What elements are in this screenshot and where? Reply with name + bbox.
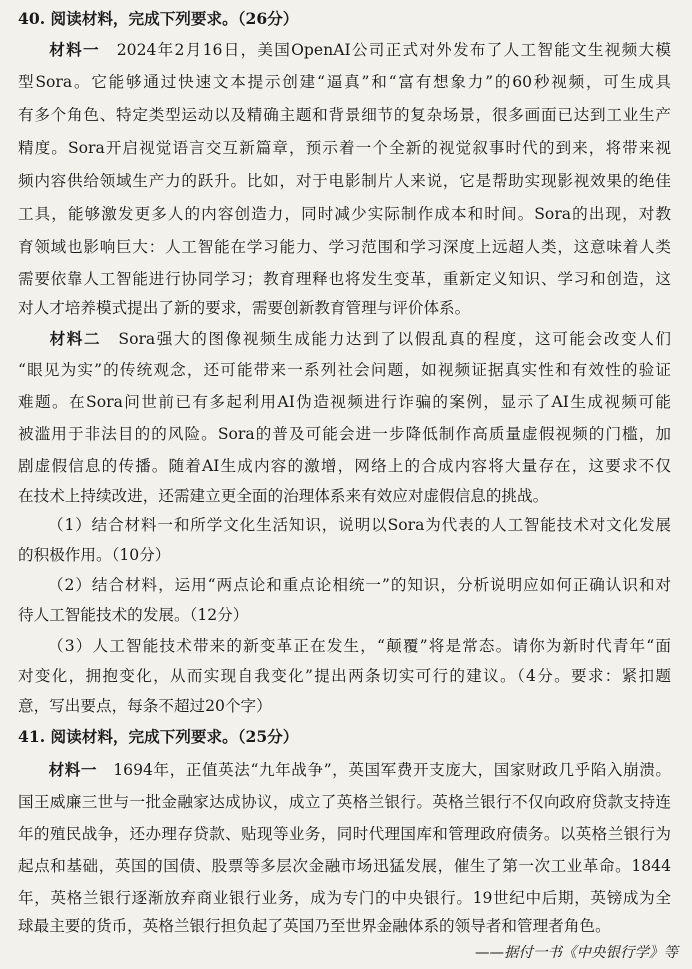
q40-m1-line-8: 需要依靠人工智能进行协同学习；教育理释也将发生变革，重新定义知识、学习和创造，这 (18, 270, 671, 288)
q41-source-citation: ——据付一书《中央银行学》等 (475, 945, 678, 961)
q41-m1-line-5: 年，英格兰银行逐渐放弃商业银行业务，成为专门的中央银行。19世纪中后期，英镑成为全 (18, 889, 671, 907)
q40-m2-line-2: “眼见为实”的传统观念，还可能带来一系列社会问题，如视频证据真实性和有效性的验证 (18, 361, 671, 379)
q40-m1-line-4: 精度。Sora开启视觉语言交互新篇章，预示着一个全新的视觉叙事时代的到来，将带来视 (18, 139, 671, 157)
q40-m1-line-1 (18, 40, 671, 60)
q41-m1-line-4: 起点和基础，英国的国债、股票等多层次金融市场迅猛发展，催生了第一次工业革命。1844 (18, 857, 671, 875)
q40-m2-line-3: 难题。在Sora问世前已有多起利用AI伪造视频进行诈骗的案例，显示了AI生成视频可能 (18, 393, 671, 411)
q40-sub2-line-1: （2）结合材料，运用“两点论和重点论相统一”的知识，分析说明应如何正确认识和对 (48, 576, 671, 594)
q40-sub3-line-3: 意，写出要点，每条不超过20个字） (18, 697, 272, 715)
q40-m2-line-5: 剧虚假信息的传播。随着AI生成内容的激增，网络上的合成内容将大量存在，这要求不仅 (18, 457, 671, 475)
q41-m1-line-6: 球最主要的货币，英格兰银行担负起了英国乃至世界金融体系的领导者和管理者角色。 (18, 917, 611, 935)
q40-m2-text-1: Sora强大的图像视频生成能力达到了以假乱真的程度，这可能会改变人们 (118, 330, 671, 348)
q40-m1-label: 材料一 (48, 40, 100, 59)
q40-m1-line-6: 工具，能够激发更多人的内容创造力，同时减少实际制作成本和时间。Sora的出现，对教 (18, 205, 671, 223)
q41-m1-label: 材料一 (48, 760, 98, 779)
q40-sub1-line-1: （1）结合材料一和所学文化生活知识，说明以Sora为代表的人工智能技术对文化发展 (48, 516, 671, 534)
q40-sub1-line-2: 的积极作用。（10分） (18, 546, 171, 564)
q40-title: 40. 阅读材料，完成下列要求。（26分） (18, 9, 299, 28)
q40-sub3-line-1: （3）人工智能技术带来的新变革正在发生，“颠覆”将是常态。请你为新时代青年“面 (48, 637, 671, 655)
q40-m2-line-1 (18, 329, 671, 349)
q40-m1-line-2: 型Sora。它能够通过快速文本提示创建“逼真”和“富有想象力”的60秒视频，可生成具 (18, 73, 671, 91)
q40-sub2-line-2: 待人工智能技术的发展。（12分） (18, 606, 249, 624)
q40-m2-label: 材料二 (48, 329, 102, 348)
q41-m1-line-1 (18, 760, 671, 780)
q41-m1-text-1: 1694年，正值英法“九年战争”，英国军费开支庞大，国家财政几乎陷入崩溃。 (113, 761, 671, 779)
q40-sub3-line-2: 对变化，拥抱变化，从而实现自我变化”提出两条切实可行的建议。（4分。要求：紧扣题 (18, 667, 671, 685)
q41-m1-line-3: 年的殖民战争，还办理存贷款、贴现等业务，同时代理国库和管理政府债务。以英格兰银行为 (18, 825, 671, 843)
q41-title: 41. 阅读材料，完成下列要求。（25分） (18, 727, 299, 746)
q41-m1-line-2: 国王威廉三世与一批金融家达成协议，成立了英格兰银行。英格兰银行不仅向政府贷款支持连 (18, 793, 671, 811)
q40-m2-line-4: 被滥用于非法目的的风险。Sora的普及可能会进一步降低制作高质量虚假视频的门槛，加 (18, 425, 671, 443)
q40-m1-line-9: 对人才培养模式提出了新的要求，需要创新教育管理与评价体系。 (18, 299, 471, 317)
q40-m2-line-6: 在技术上持续改进，还需建立更全面的治理体系来有效应对虚假信息的挑战。 (18, 487, 549, 505)
q40-m1-line-5: 频内容供给领域生产力的跃升。比如，对于电影制片人来说，它是帮助实现影视效果的绝佳 (18, 172, 671, 190)
q40-m1-line-7: 育领域也影响巨大：人工智能在学习能力、学习范围和学习深度上远超人类，这意味着人类 (18, 238, 671, 256)
q40-m1-line-3: 有多个角色、特定类型运动以及精确主题和背景细节的复杂场景，很多画面已达到工业生产 (18, 106, 671, 124)
q40-m1-text-1: 2024年2月16日，美国OpenAI公司正式对外发布了人工智能文生视频大模 (116, 41, 671, 59)
